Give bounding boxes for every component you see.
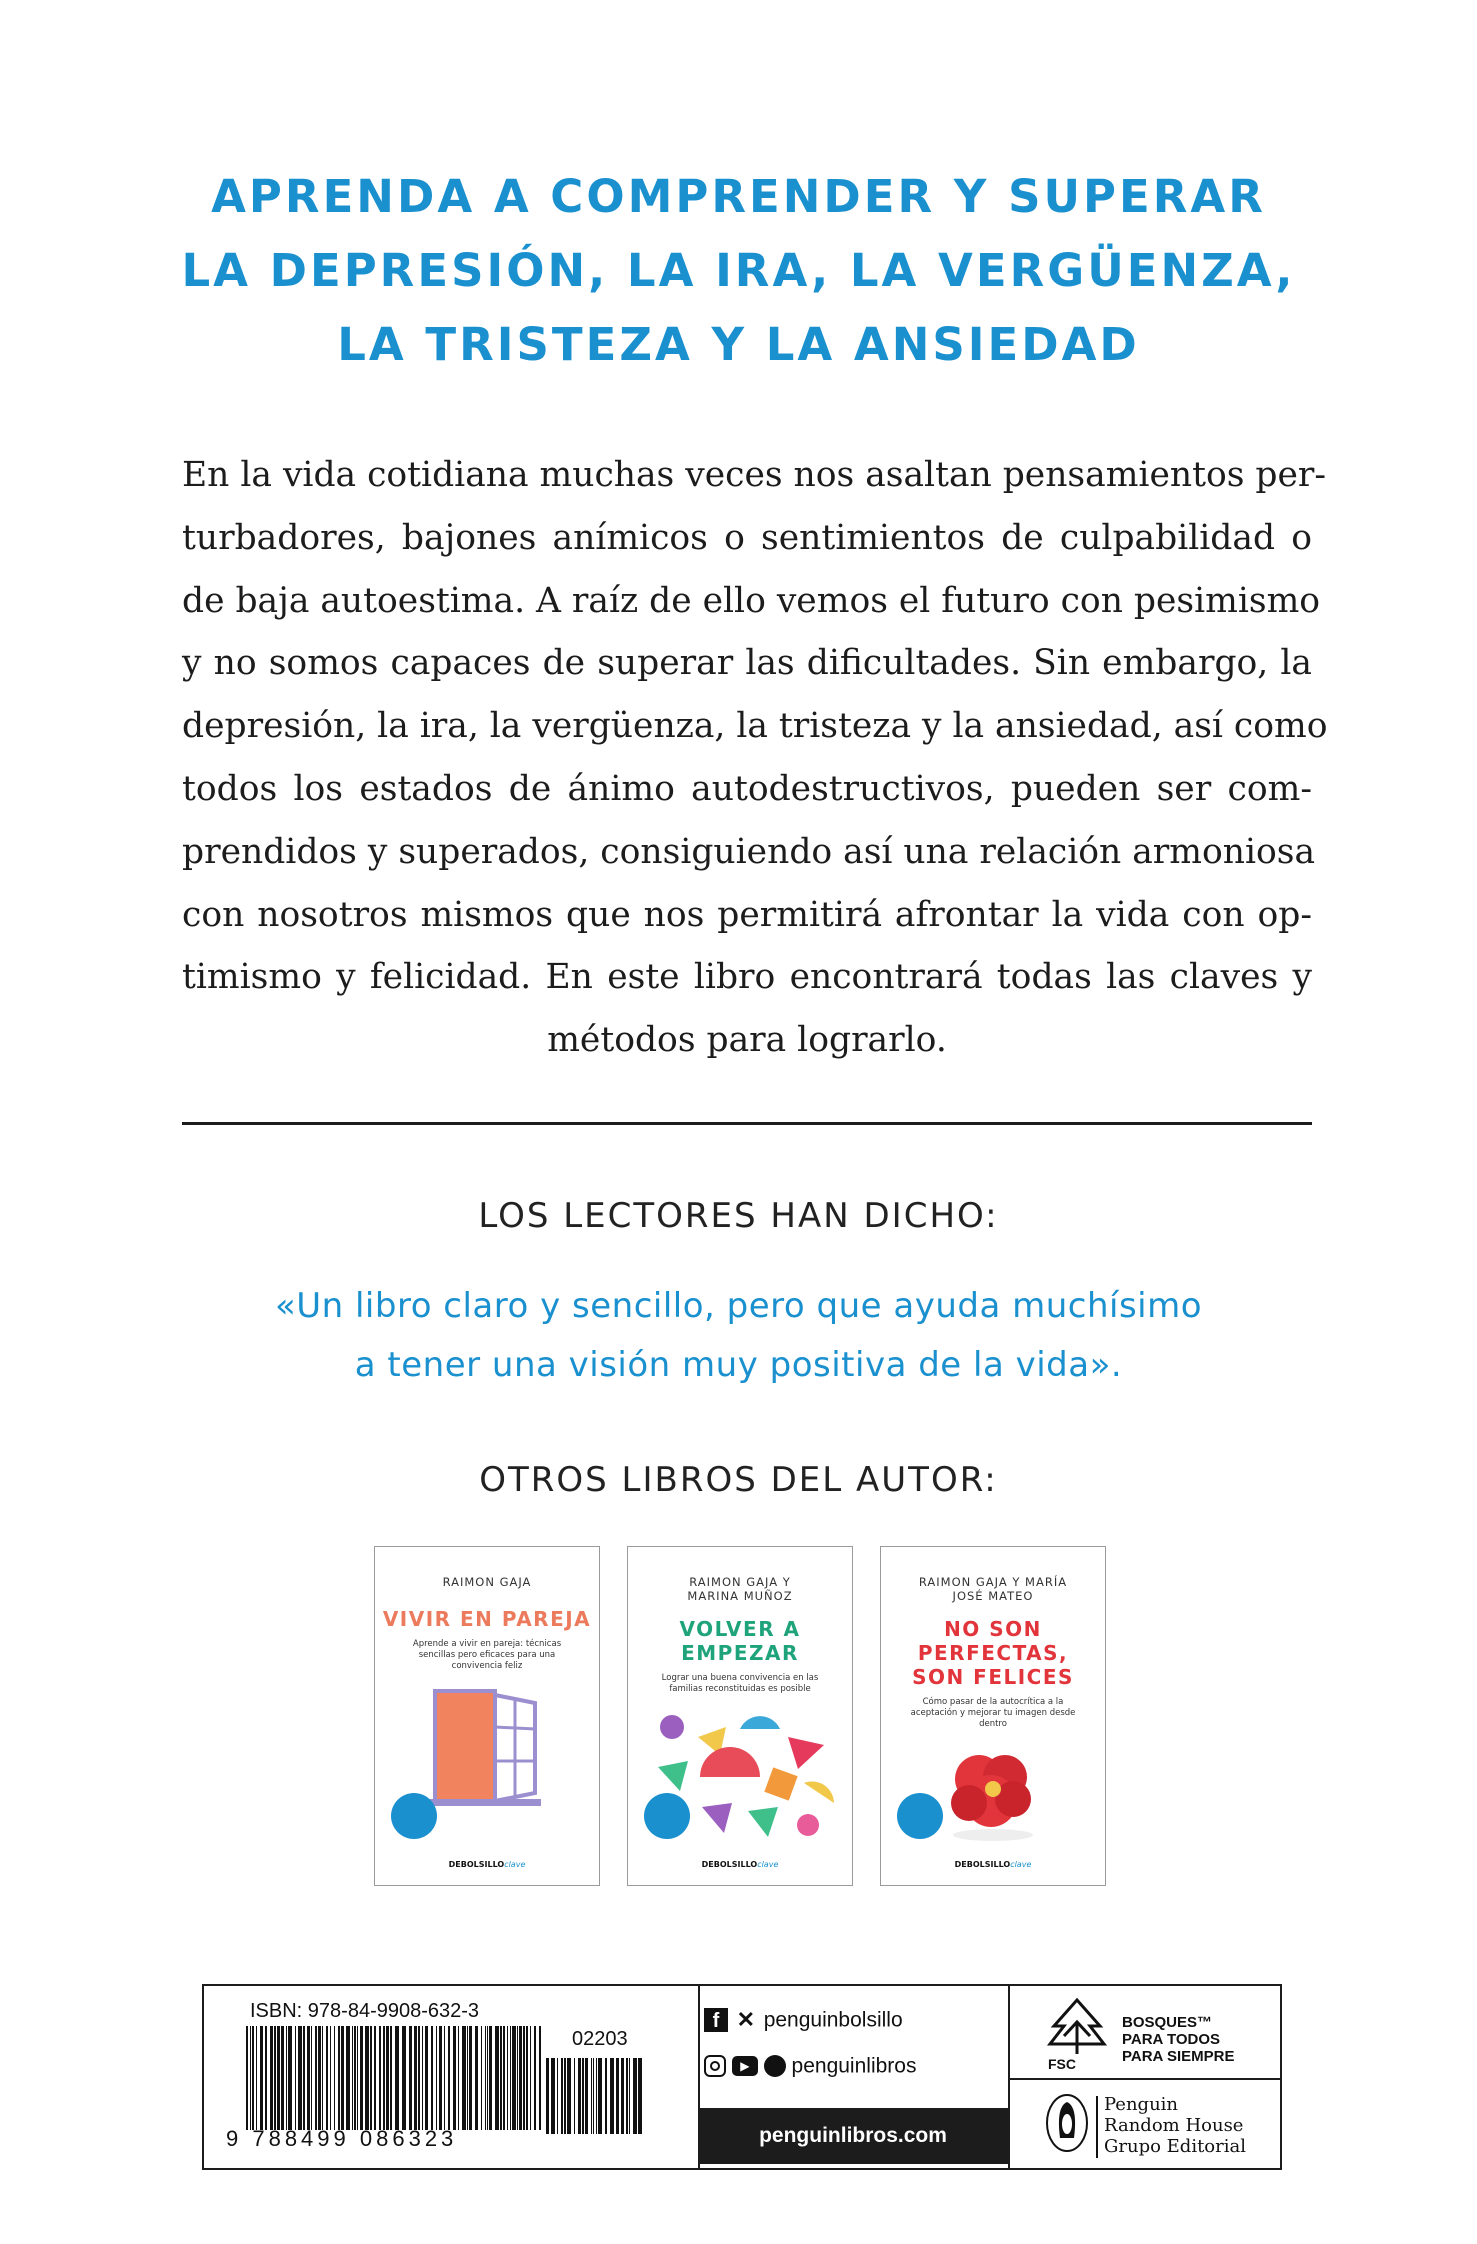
barcode-bar xyxy=(390,2026,392,2130)
barcode-bar xyxy=(352,2026,353,2130)
barcode-bar xyxy=(616,2058,619,2134)
prh-divider xyxy=(1096,2096,1098,2158)
book-cover-volver-a-empezar[interactable] xyxy=(627,1546,853,1886)
barcode-bar xyxy=(374,2026,376,2130)
blurb-line: turbadores, bajones anímicos o sentimientos de culpabilidad o xyxy=(182,517,1312,558)
book-author: RAIMON GAJA Y MARÍA JOSÉ MATEO xyxy=(918,1575,1068,1603)
social-handle-libros: penguinlibros xyxy=(791,2054,917,2078)
barcode-bar xyxy=(303,2026,305,2130)
publisher-name xyxy=(1104,2094,1246,2157)
blurb-line: prendidos y superados, consiguiendo así una relación armoniosa xyxy=(182,831,1316,872)
window-illustration xyxy=(375,1681,601,1811)
barcode-bar xyxy=(596,2058,597,2134)
social-handle-bolsillo: penguinbolsillo xyxy=(763,2008,903,2032)
barcode-bar xyxy=(448,2026,450,2130)
barcode-bar xyxy=(402,2026,406,2130)
barcode-bar xyxy=(578,2058,581,2134)
barcode-bar xyxy=(593,2058,594,2134)
youtube-icon[interactable]: ▶ xyxy=(732,2056,758,2076)
barcode-bar xyxy=(379,2026,381,2130)
series-seal-icon xyxy=(897,1793,943,1839)
barcode-bar xyxy=(298,2026,302,2130)
barcode-bar xyxy=(621,2058,624,2134)
blurb-line: y no somos capaces de superar las dificultades. Sin embargo, la xyxy=(182,643,1312,684)
barcode-bar xyxy=(557,2058,558,2134)
barcode-bar xyxy=(633,2058,637,2134)
barcode-bar xyxy=(414,2026,417,2130)
blurb-line: de baja autoestima. A raíz de ello vemos el futuro con pesimismo xyxy=(182,580,1321,621)
book-subtitle: Lograr una buena convivencia en las familias reconstituidas es posible xyxy=(661,1673,819,1694)
barcode-bar xyxy=(458,2026,459,2130)
barcode-bar xyxy=(256,2026,257,2130)
imprint-logo: DEBOLSILLOclave xyxy=(954,1860,1032,1869)
barcode-bar xyxy=(318,2026,321,2130)
blurb-line: depresión, la ira, la vergüenza, la tristeza y la ansiedad, así como xyxy=(182,706,1328,747)
barcode-bar xyxy=(605,2058,607,2134)
barcode-bar xyxy=(370,2026,372,2130)
barcode-bar xyxy=(507,2026,508,2130)
book-cover-no-son-perfectas[interactable] xyxy=(880,1546,1106,1886)
penguin-logo-icon xyxy=(1044,2092,1090,2154)
facebook-icon[interactable]: f xyxy=(704,2008,728,2032)
barcode-bar xyxy=(260,2026,263,2130)
book-subtitle: Aprende a vivir en pareja: técnicas sencillas pero eficaces para una convivencia feliz xyxy=(412,1639,562,1671)
barcode-bar xyxy=(326,2026,328,2130)
other-books-heading: OTROS LIBROS DEL AUTOR: xyxy=(479,1460,998,1500)
barcode-bar xyxy=(383,2026,385,2130)
barcode-bar xyxy=(341,2026,344,2130)
readers-heading: LOS LECTORES HAN DICHO: xyxy=(478,1196,999,1236)
book-title: VOLVER A EMPEZAR xyxy=(679,1617,801,1665)
barcode-bar xyxy=(610,2058,614,2134)
barcode-bar xyxy=(270,2026,273,2130)
barcode-bar xyxy=(365,2026,369,2130)
barcode-bar xyxy=(626,2058,628,2134)
barcode-bar xyxy=(334,2026,335,2130)
barcode-bar xyxy=(561,2058,563,2134)
website-link[interactable]: penguinlibros.com xyxy=(698,2108,1008,2164)
barcode-bar xyxy=(534,2026,536,2130)
footer-divider xyxy=(1008,2078,1280,2080)
isbn-label: ISBN: 978-84-9908-632-3 xyxy=(250,2000,480,2022)
imprint-logo: DEBOLSILLOclave xyxy=(448,1860,526,1869)
imprint-logo: DEBOLSILLOclave xyxy=(701,1860,779,1869)
barcode-bar xyxy=(265,2026,267,2130)
barcode-bar xyxy=(503,2026,505,2130)
barcode-bar xyxy=(360,2026,363,2130)
fsc-label: FSC xyxy=(1048,2056,1076,2072)
barcode-bar xyxy=(322,2026,323,2130)
barcode-bar xyxy=(523,2026,525,2130)
barcode-bar xyxy=(338,2026,340,2130)
barcode-bar xyxy=(564,2058,566,2134)
barcode-bar xyxy=(598,2058,602,2134)
instagram-icon[interactable] xyxy=(704,2055,726,2077)
barcode-bar xyxy=(512,2026,516,2130)
social-row-1 xyxy=(704,2008,903,2032)
spotify-icon[interactable] xyxy=(764,2055,786,2077)
barcode-bar xyxy=(295,2026,296,2130)
series-seal-icon xyxy=(644,1793,690,1839)
barcode-bar xyxy=(500,2026,502,2130)
headline xyxy=(0,160,1477,382)
fsc-slogan-line: PARA TODOS xyxy=(1122,2031,1221,2048)
blurb-line: todos los estados de ánimo autodestructivos, pueden ser com- xyxy=(182,768,1312,809)
barcode-bar xyxy=(422,2026,423,2130)
barcode-bar xyxy=(475,2026,478,2130)
barcode-bar xyxy=(409,2026,412,2130)
blurb-line: métodos para lograrlo. xyxy=(547,1020,947,1061)
barcode-bar xyxy=(274,2026,276,2130)
fsc-slogan-line: BOSQUES™ xyxy=(1122,2014,1213,2031)
barcode-bar xyxy=(330,2026,331,2130)
barcode-bar xyxy=(582,2058,584,2134)
blurb-line: En la vida cotidiana muchas veces nos asaltan pensamientos per- xyxy=(182,455,1327,495)
barcode-bar xyxy=(638,2058,642,2134)
publisher-name-line: Random House xyxy=(1104,2115,1244,2136)
barcode-bar xyxy=(277,2026,280,2130)
barcode-bar xyxy=(467,2026,468,2130)
barcode-bar xyxy=(487,2026,488,2130)
back-cover-footer xyxy=(202,1984,1282,2170)
fsc-slogan-line: PARA SIEMPRE xyxy=(1122,2048,1235,2065)
divider xyxy=(182,1122,1312,1125)
barcode-bar xyxy=(357,2026,358,2130)
blurb-line: con nosotros mismos que nos permitirá afrontar la vida con op- xyxy=(182,894,1312,935)
barcode-bar xyxy=(315,2026,317,2130)
headline-line: LA TRISTEZA Y LA ANSIEDAD xyxy=(337,318,1140,371)
blurb xyxy=(182,444,1328,1072)
reader-quote-line: a tener una visión muy positiva de la vida». xyxy=(354,1345,1123,1385)
barcode-bar xyxy=(495,2026,499,2130)
fsc-tree-icon xyxy=(1042,1996,1112,2056)
barcode-bar xyxy=(453,2026,456,2130)
book-author: RAIMON GAJA Y MARINA MUÑOZ xyxy=(687,1575,793,1603)
headline-line: LA DEPRESIÓN, LA IRA, LA VERGÜENZA, xyxy=(181,244,1296,297)
barcode-bar xyxy=(250,2026,251,2130)
barcode-bar xyxy=(425,2026,428,2130)
barcode-bar xyxy=(567,2058,571,2134)
blurb-line: timismo y felicidad. En este libro encontrará todas las claves y xyxy=(182,957,1312,998)
barcode-bar xyxy=(288,2026,292,2130)
price-barcode xyxy=(544,2058,644,2138)
barcode-bar xyxy=(485,2026,486,2130)
barcode-bar xyxy=(418,2026,420,2130)
book-title: NO SON PERFECTAS, SON FELICES xyxy=(912,1617,1074,1689)
barcode-bar xyxy=(246,2026,248,2130)
barcode-bar xyxy=(591,2058,592,2134)
barcode-bar xyxy=(517,2026,518,2130)
barcode-bar xyxy=(629,2058,630,2134)
barcode-bar xyxy=(431,2026,433,2130)
barcode-bar xyxy=(252,2026,254,2130)
barcode xyxy=(244,2026,544,2136)
barcode-bar xyxy=(551,2058,555,2134)
fsc-slogan xyxy=(1122,2014,1235,2065)
series-seal-icon xyxy=(391,1793,437,1839)
publisher-name-line: Penguin xyxy=(1104,2094,1179,2115)
barcode-bar xyxy=(354,2026,356,2130)
barcode-bar xyxy=(307,2026,310,2130)
barcode-bar xyxy=(346,2026,350,2130)
book-author: RAIMON GAJA xyxy=(442,1575,532,1589)
barcode-bar xyxy=(281,2026,284,2130)
social-row-2 xyxy=(704,2054,916,2078)
barcode-bar xyxy=(444,2026,445,2130)
reader-quote xyxy=(0,1277,1477,1395)
barcode-bar xyxy=(386,2026,389,2130)
barcode-digits: 9 788499 086323 xyxy=(226,2126,458,2151)
book-subtitle: Cómo pasar de la autocrítica a la aceptación y mejorar tu imagen desde dentro xyxy=(910,1697,1076,1729)
barcode-bar xyxy=(481,2026,482,2130)
book-title: VIVIR EN PAREJA xyxy=(382,1607,592,1631)
headline-line: APRENDA A COMPRENDER Y SUPERAR xyxy=(211,170,1266,223)
barcode-bar xyxy=(530,2026,531,2130)
barcode-bar xyxy=(469,2026,472,2130)
footer-divider xyxy=(1008,1986,1010,2168)
barcode-bar xyxy=(526,2026,528,2130)
publisher-name-line: Grupo Editorial xyxy=(1104,2136,1246,2157)
barcode-bar xyxy=(395,2026,399,2130)
barcode-bar xyxy=(439,2026,442,2130)
barcode-bar xyxy=(510,2026,511,2130)
barcode-bar xyxy=(546,2058,549,2134)
barcode-bar xyxy=(574,2058,575,2134)
x-icon[interactable]: ✕ xyxy=(736,2007,756,2033)
barcode-bar xyxy=(539,2026,541,2130)
barcode-bar xyxy=(286,2026,287,2130)
barcode-bar xyxy=(436,2026,437,2130)
barcode-bar xyxy=(311,2026,312,2130)
book-cover-vivir-en-pareja[interactable] xyxy=(374,1546,600,1886)
price-code: 02203 xyxy=(572,2028,628,2050)
barcode-bar xyxy=(462,2026,466,2130)
barcode-bar xyxy=(519,2026,522,2130)
barcode-bar xyxy=(585,2058,588,2134)
barcode-bar xyxy=(489,2026,492,2130)
reader-quote-line: «Un libro claro y sencillo, pero que ayuda muchísimo xyxy=(274,1286,1203,1326)
